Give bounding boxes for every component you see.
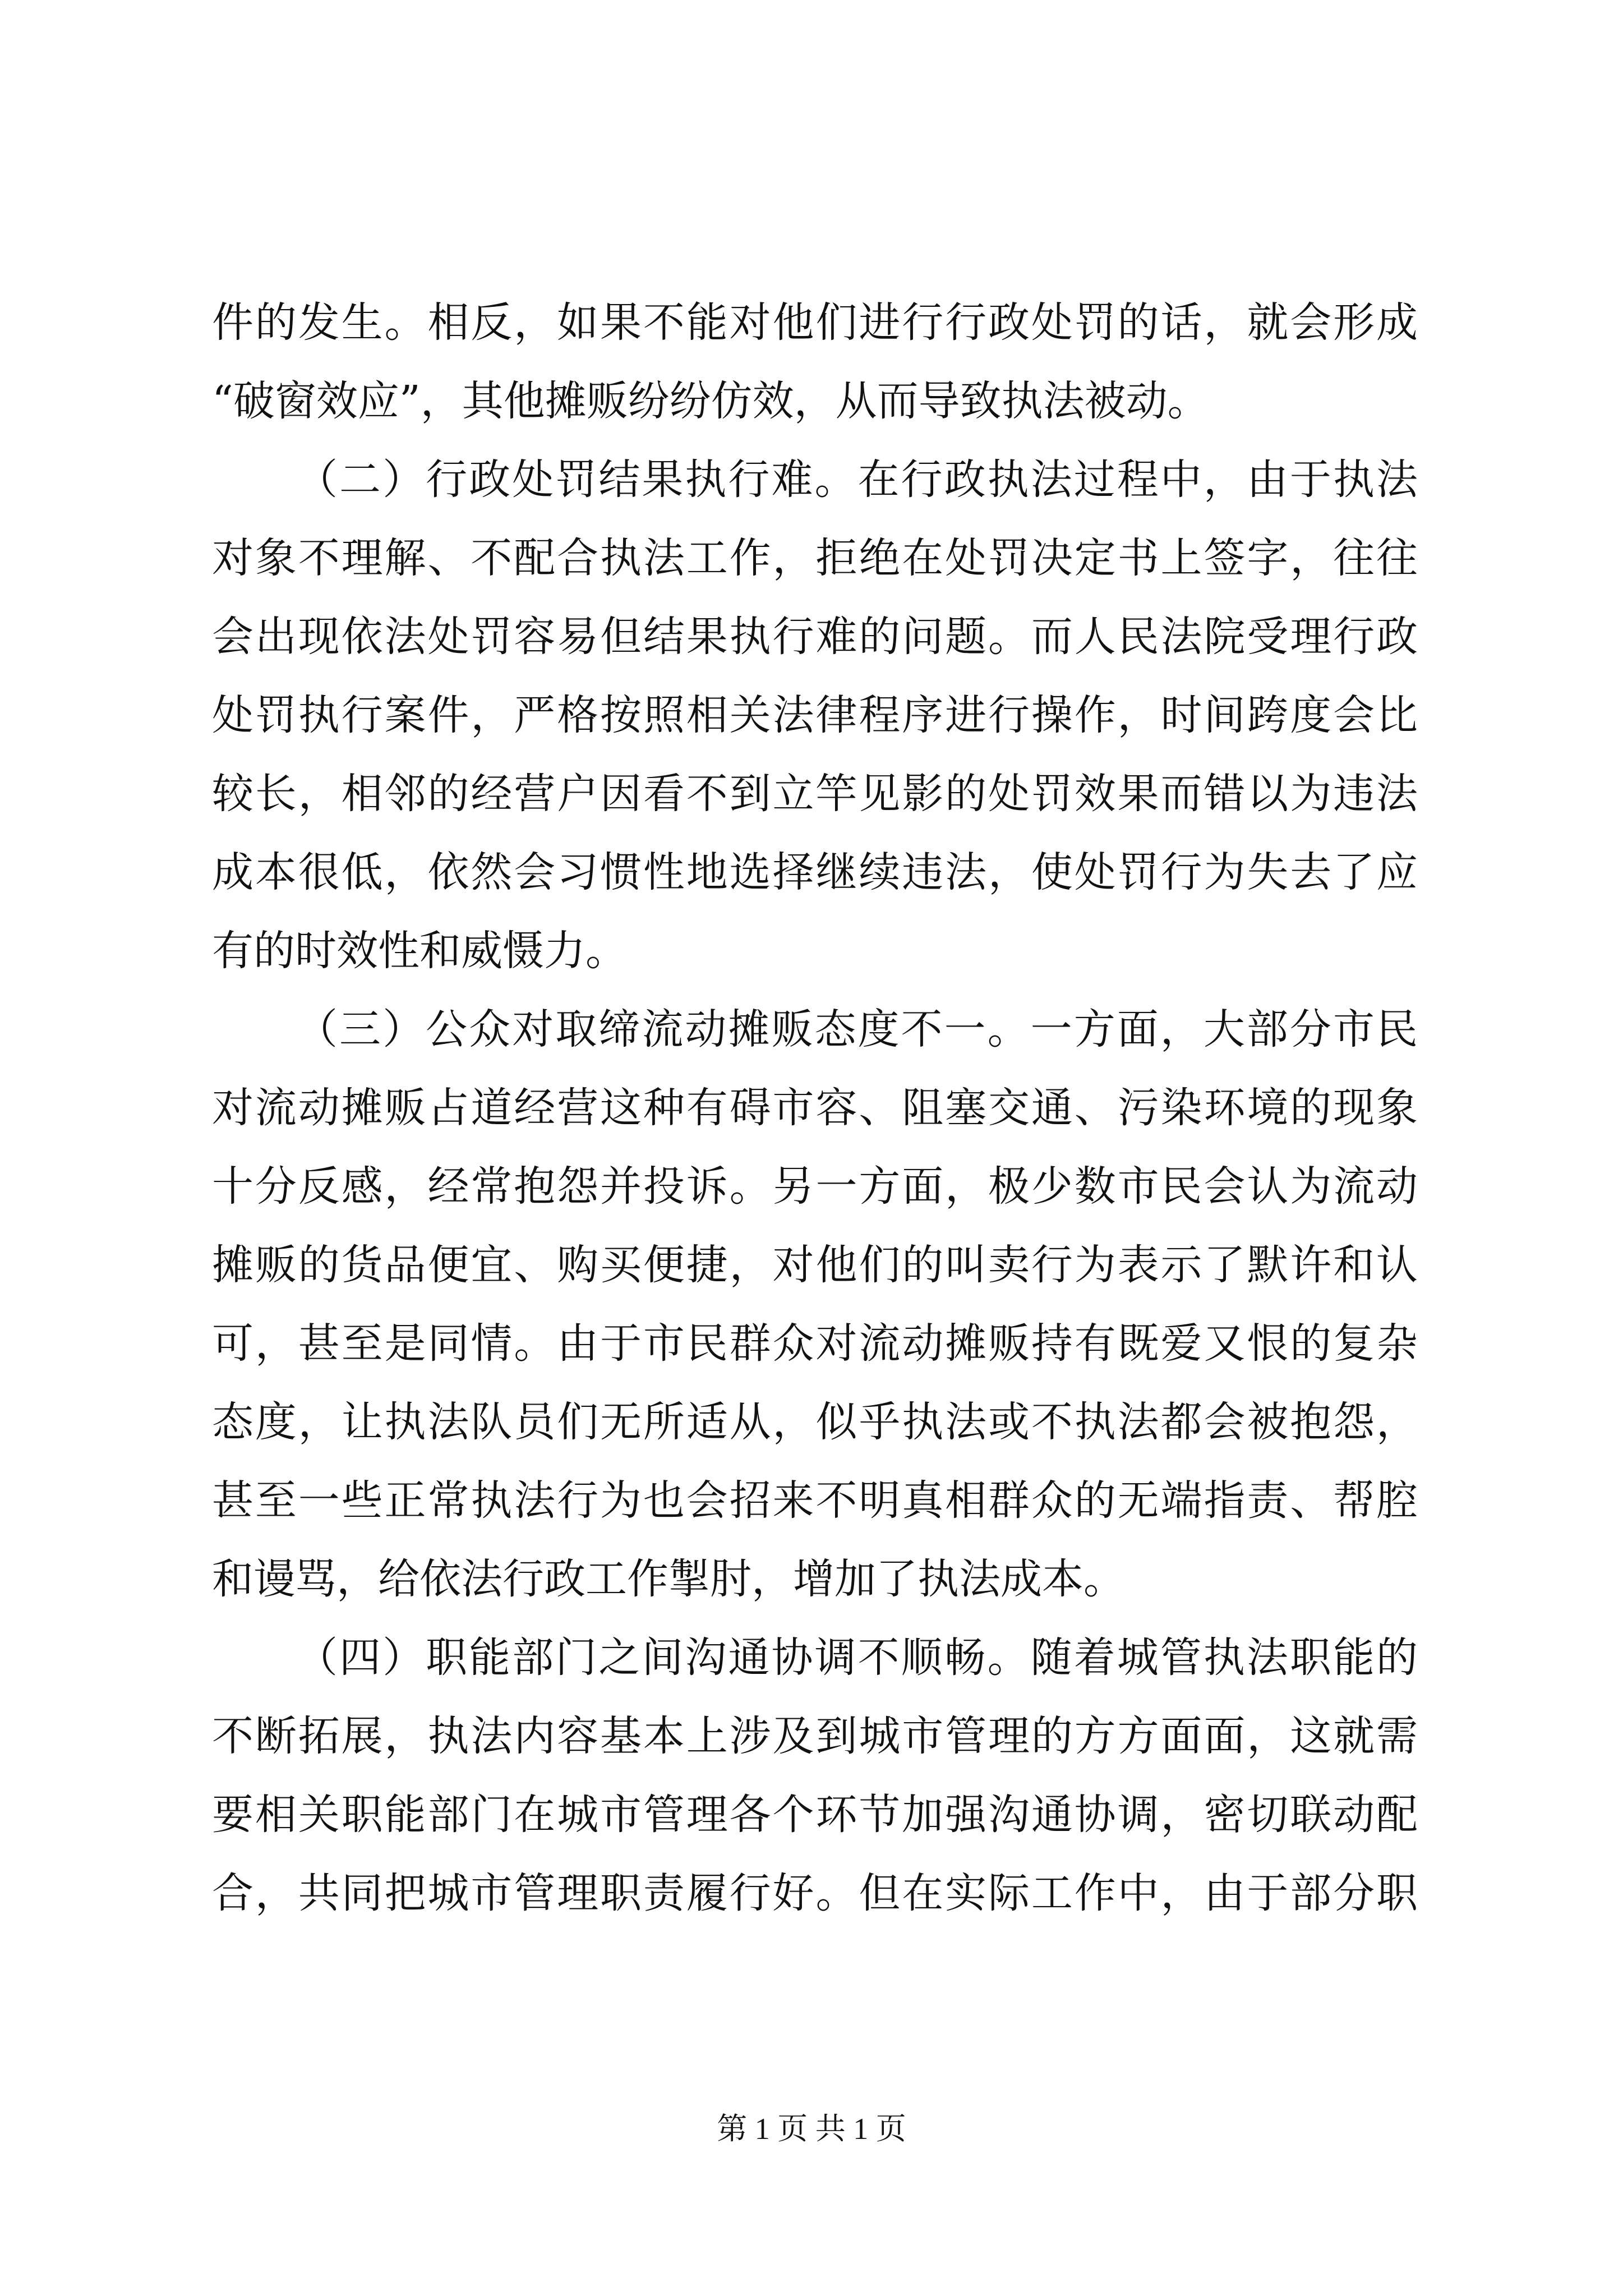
page-number-footer: 第 1 页 共 1 页 bbox=[717, 2112, 906, 2146]
text-line: 有的时效性和威慑力。 bbox=[212, 927, 627, 975]
text-line: 可，甚至是同情。由于市民群众对流动摊贩持有既爱又恨的复杂 bbox=[212, 1319, 1418, 1368]
paragraph-heading-3: （三）公众对取缔流动摊贩态度不一。一方面，大部分市民 bbox=[296, 1005, 1418, 1053]
text-line: 合，共同把城市管理职责履行好。但在实际工作中，由于部分职 bbox=[212, 1869, 1418, 1917]
text-line: 摊贩的货品便宜、购买便捷，对他们的叫卖行为表示了默许和认 bbox=[212, 1241, 1418, 1289]
text-line: 成本很低，依然会习惯性地选择继续违法，使处罚行为失去了应 bbox=[212, 848, 1418, 896]
paragraph-heading-4: （四）职能部门之间沟通协调不顺畅。随着城管执法职能的 bbox=[296, 1634, 1418, 1682]
text-line: 较长，相邻的经营户因看不到立竿见影的处罚效果而错以为违法 bbox=[212, 770, 1418, 818]
text-line: 对象不理解、不配合执法工作，拒绝在处罚决定书上签字，往往 bbox=[212, 534, 1418, 582]
text-line: 对流动摊贩占道经营这种有碍市容、阻塞交通、污染环境的现象 bbox=[212, 1084, 1418, 1132]
text-line: 态度，让执法队员们无所适从，似乎执法或不执法都会被抱怨， bbox=[212, 1398, 1418, 1446]
paragraph-heading-2: （二）行政处罚结果执行难。在行政执法过程中，由于执法 bbox=[296, 455, 1418, 504]
text-line: 和谩骂，给依法行政工作掣肘，增加了执法成本。 bbox=[212, 1555, 1125, 1603]
text-line: 处罚执行案件，严格按照相关法律程序进行操作，时间跨度会比 bbox=[212, 691, 1418, 739]
text-line: 不断拓展，执法内容基本上涉及到城市管理的方方面面，这就需 bbox=[212, 1712, 1418, 1760]
text-line: 甚至一些正常执法行为也会招来不明真相群众的无端指责、帮腔 bbox=[212, 1476, 1418, 1525]
text-line: 件的发生。相反，如果不能对他们进行行政处罚的话，就会形成 bbox=[212, 298, 1418, 347]
text-line: 十分反感，经常抱怨并投诉。另一方面，极少数市民会认为流动 bbox=[212, 1162, 1418, 1211]
text-line: 会出现依法处罚容易但结果执行难的问题。而人民法院受理行政 bbox=[212, 613, 1418, 661]
text-line: “破窗效应”，其他摊贩纷纷仿效，从而导致执法被动。 bbox=[212, 377, 1209, 425]
text-line: 要相关职能部门在城市管理各个环节加强沟通协调，密切联动配 bbox=[212, 1791, 1418, 1839]
